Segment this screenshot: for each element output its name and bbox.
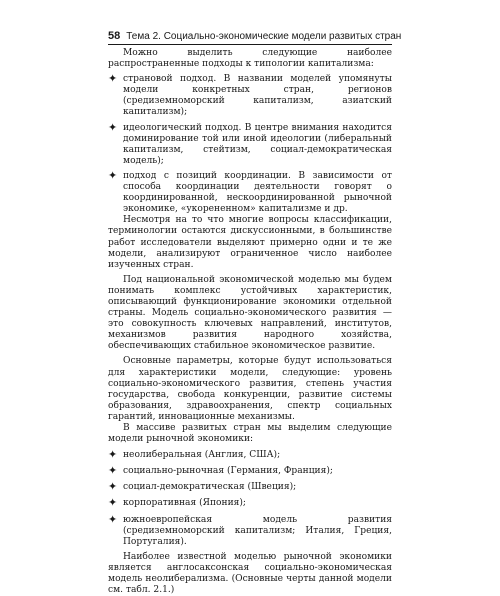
list-item: ✦ социал-демократическая (Швеция); [108,480,297,494]
running-header [108,29,408,43]
list-item: ✦ неолиберальная (Англия, США); [108,448,281,462]
header-rule [108,44,392,45]
list-item: ✦ социально-рыночная (Германия, Франция); [108,464,333,478]
list-item: ✦ южноевропейская модель развития (средиземноморский капитализм; Италия, Греция, Португалия). [108,512,392,547]
paragraph-despite: Несмотря на то что многие вопросы классификации, терминологии остаются дискуссионными, в большинстве работ исследователи выделяют примерно одни и те же модели, анализируют ограниченное число наиболее изученных стран. [108,215,392,270]
four-pointed-star-icon: ✦ [108,168,118,182]
four-pointed-star-icon: ✦ [108,480,118,494]
four-pointed-star-icon: ✦ [108,72,118,86]
paragraph-national-model: Под национальной экономической моделью мы будем понимать комплекс устойчивых характеристик, описывающий функционирование экономики отдельной страны. Модель социально-экономического развития — это совокупность ключевых направлений, институтов, механизмов развития народного хозяйства, обеспечивающих стабильное экономическое развитие. [108,274,392,352]
list-item: ✦ подход с позиций координации. В зависимости от способа координации деятельности говорят о координированной, нескоординированной рыночной экономике, «укорененном» капитализме и др. [108,168,392,215]
paragraph-intro: Можно выделить следующие наиболее распространенные подходы к типологии капитализма: [108,48,392,70]
body-text [108,48,392,596]
list-item: ✦ корпоративная (Япония); [108,496,246,510]
list-item: ✦ страновой подход. В названии моделей упомянуты модели конкретных стран, регионов (средиземноморский капитализм, азиатский капитализм); [108,72,392,118]
list-item: ✦ идеологический подход. В центре внимания находится доминирование той или иной идеологии (либеральный капитализм, стейтизм, социал-демократическая модель); [108,120,392,166]
four-pointed-star-icon: ✦ [108,448,118,462]
four-pointed-star-icon: ✦ [108,496,118,510]
four-pointed-star-icon: ✦ [108,512,118,526]
four-pointed-star-icon: ✦ [108,464,118,478]
page-number: 58 [108,30,121,42]
paragraph-final: Наиболее известной моделью рыночной экономики является англосаксонская социально-экономическая модель неолиберализма. (Основные черты данной модели см. табл. 2.1.) [108,551,392,596]
paragraph-mass: В массиве развитых стран мы выделим следующие модели рыночной экономики: [108,423,392,445]
chapter-title: Тема 2. Социально-экономические модели развитых стран [126,31,402,42]
four-pointed-star-icon: ✦ [108,120,118,134]
paragraph-parameters: Основные параметры, которые будут использоваться для характеристики модели, следующие: уровень социально-экономического развития, степень участия государства, свобода конкуренции, развитие системы образования, здравоохранения, спектр социальных гарантий, инновационные механизмы. [108,356,392,422]
